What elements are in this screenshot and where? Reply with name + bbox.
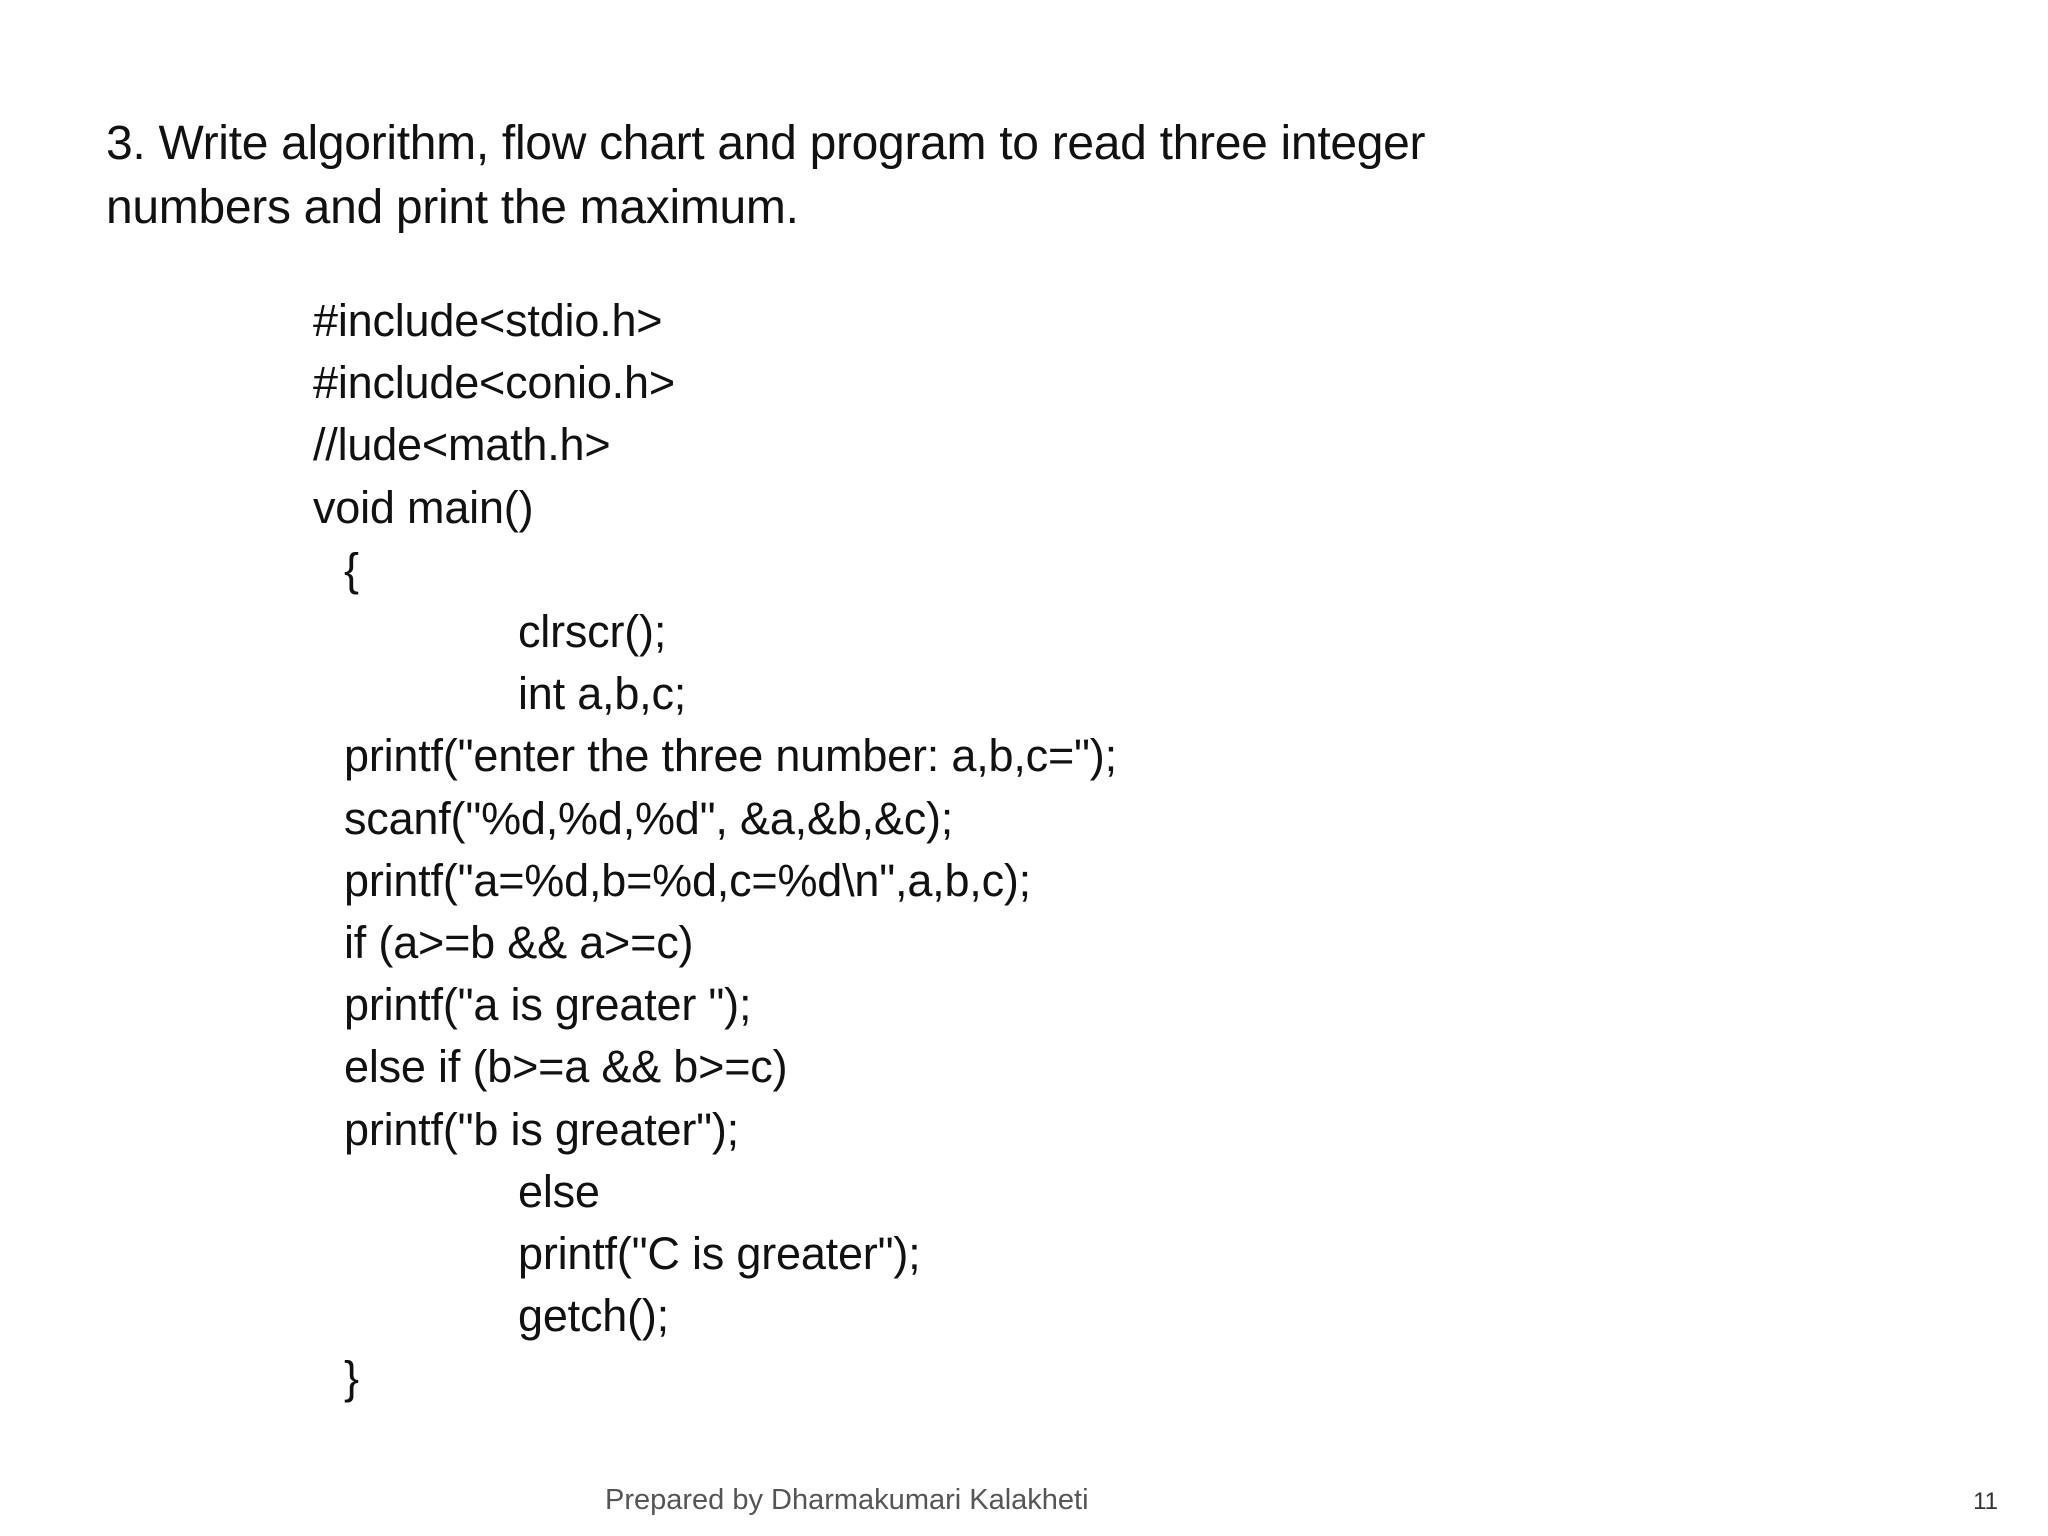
code-line: //lude<math.h> <box>313 419 611 471</box>
code-line: clrscr(); <box>518 606 667 657</box>
code-line: else <box>518 1165 600 1217</box>
code-line: int a,b,c; <box>518 668 687 720</box>
code-line: } <box>344 1352 359 1404</box>
code-line: printf("a=%d,b=%d,c=%d\n",a,b,c); <box>344 854 1031 906</box>
slide-title-line: numbers and print the maximum. <box>106 181 799 234</box>
code-line: else if (b>=a && b>=c) <box>344 1041 788 1093</box>
code-line: { <box>344 543 359 595</box>
footer-author: Prepared by Dharmakumari Kalakheti <box>605 1484 1089 1516</box>
slide-title-line: 3. Write algorithm, flow chart and program to read three integer <box>106 117 1426 170</box>
code-line: getch(); <box>518 1290 669 1342</box>
code-line: void main() <box>313 481 534 533</box>
code-line: printf("C is greater"); <box>518 1228 921 1279</box>
page-number: 11 <box>1973 1488 1998 1515</box>
code-line: #include<stdio.h> <box>313 295 663 346</box>
code-line: if (a>=b && a>=c) <box>344 917 694 968</box>
code-line: printf("enter the three number: a,b,c="); <box>344 730 1117 782</box>
code-line: #include<conio.h> <box>313 357 675 409</box>
slide-title <box>106 112 1806 240</box>
code-line: printf("a is greater "); <box>344 979 752 1031</box>
code-line: printf("b is greater"); <box>344 1103 739 1155</box>
code-line: scanf("%d,%d,%d", &a,&b,&c); <box>344 792 954 844</box>
